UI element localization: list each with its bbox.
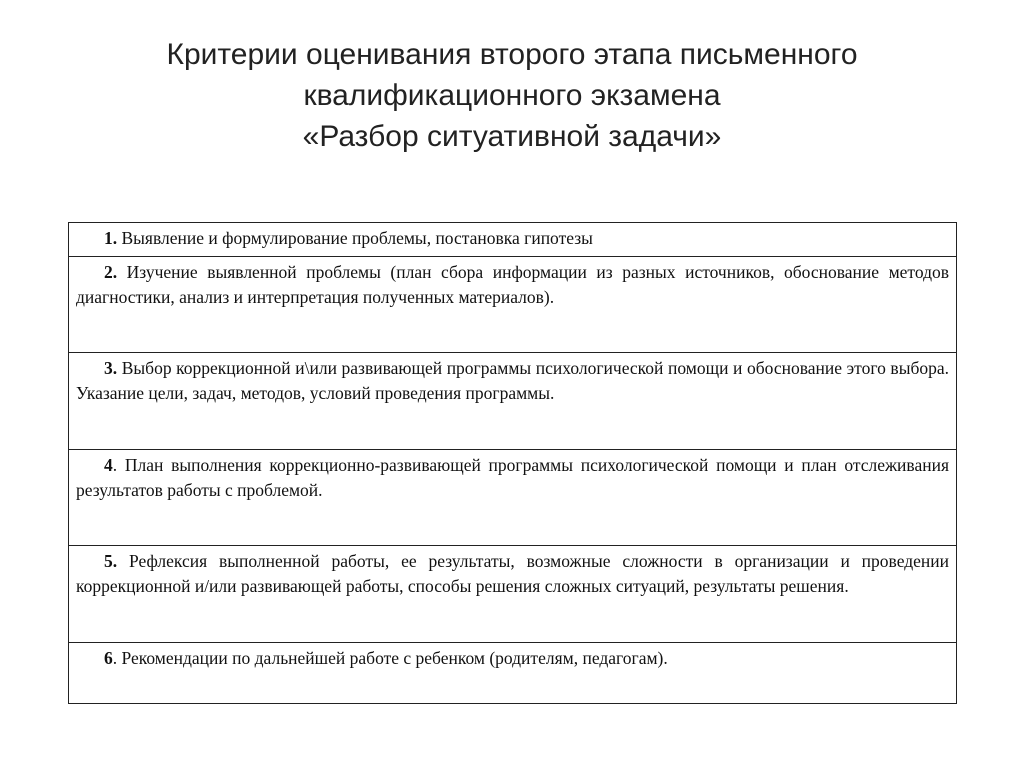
table-row [69,642,957,703]
criterion-text: Рефлексия выполненной работы, ее результаты, возможные сложности в организации и проведении коррекционной и/или развивающей работы, способы решения сложных ситуаций, результаты решения. [76,550,950,596]
criterion-text: Выявление и формулирование проблемы, постановка гипотезы [121,228,593,248]
title-line-3: «Разбор ситуативной задачи» [302,120,722,153]
criterion-number-suffix: . [112,647,118,668]
criterion-number: 4 [104,454,113,475]
criterion-number: 5. [104,550,118,571]
table-row [69,256,957,352]
criterion-text: План выполнения коррекционно-развивающей программы психологической помощи и план отслеживания результатов работы с проблемой. [76,454,950,500]
slide-title [0,34,1024,157]
criterion-text: Выбор коррекционной и\или развивающей программы психологической помощи и обоснование этого выбора. Указание цели, задач, методов, условий проведения программы. [76,357,949,403]
criterion-cell-1 [69,223,957,257]
criterion-cell-6 [69,642,957,703]
criterion-number-suffix: . [112,454,118,475]
criterion-number: 3. [104,357,118,378]
criterion-cell-5 [69,545,957,642]
table-row [69,223,957,257]
criterion-text: Изучение выявленной проблемы (план сбора информации из разных источников, обоснование методов диагностики, анализ и интерпретация полученных материалов). [76,261,949,307]
criterion-number: 6 [104,647,113,668]
criteria-table [68,222,957,704]
criterion-text: Рекомендации по дальнейшей работе с ребенком (родителям, педагогам). [121,647,668,668]
table-row [69,352,957,449]
title-line-2: квалификационного экзамена [303,79,721,112]
criterion-number: 2. [104,261,118,282]
title-line-1: Критерии оценивания второго этапа письменного [166,38,858,71]
criterion-cell-3 [69,352,957,449]
criterion-cell-4 [69,449,957,545]
table-row [69,449,957,545]
table-row [69,545,957,642]
criterion-cell-2 [69,256,957,352]
criterion-number: 1. [104,228,118,248]
